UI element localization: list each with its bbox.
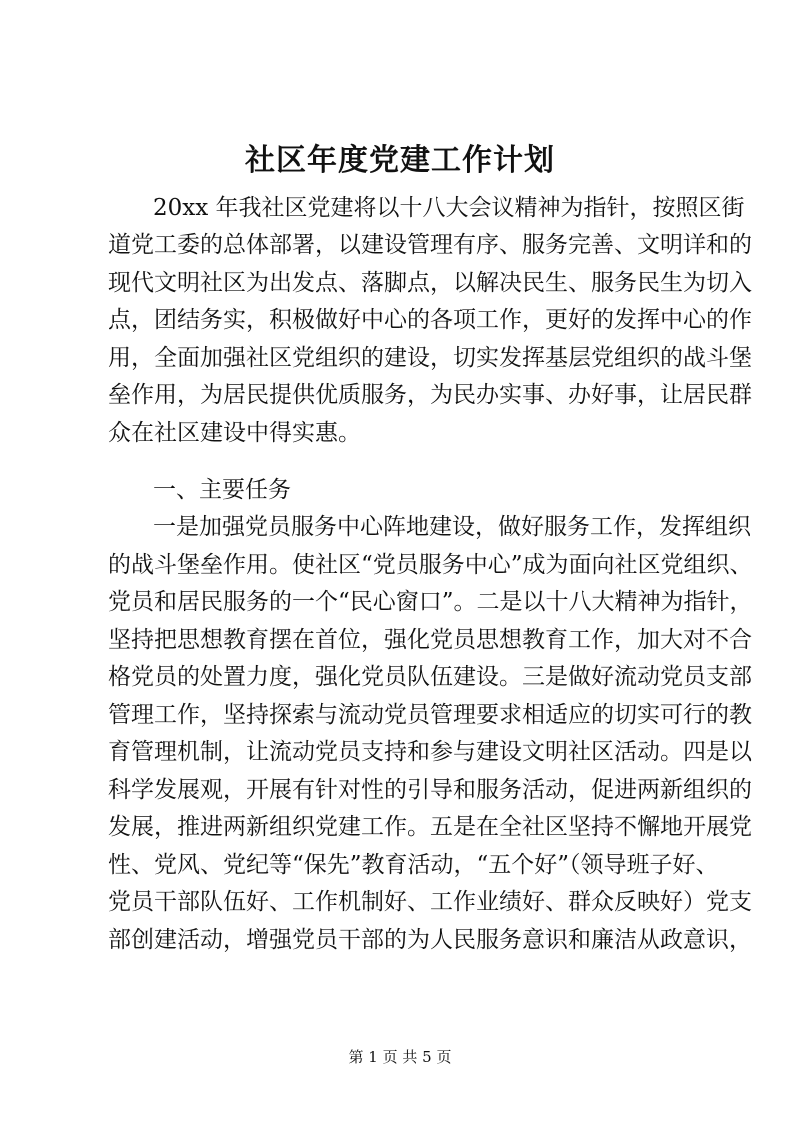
paragraph-3-line-10: 性、党风、党纪等“保先”教育活动，“五个好”（领导班子好、 [108, 852, 719, 878]
paragraph-1-line-1: 20xx 年我社区党建将以十八大会议精神为指针，按照区街 [153, 195, 745, 221]
paragraph-1-line-4: 点，团结务实，积极做好中心的各项工作，更好的发挥中心的作 [108, 307, 752, 333]
paragraph-1-line-2: 道党工委的总体部署，以建设管理有序、服务完善、文明详和的 [108, 232, 752, 258]
paragraph-3-line-6: 管理工作，坚持探索与流动党员管理要求相适应的切实可行的教 [108, 702, 752, 728]
paragraph-3-line-11: 党员干部队伍好、工作机制好、工作业绩好、群众反映好）党支 [108, 889, 752, 915]
paragraph-3-line-12: 部创建活动，增强党员干部的为人民服务意识和廉洁从政意识， [108, 927, 752, 953]
paragraph-3-line-5: 格党员的处置力度，强化党员队伍建设。三是做好流动党员支部 [108, 664, 752, 690]
section-heading: 一、主要任务 [153, 477, 291, 503]
paragraph-3-line-1: 一是加强党员服务中心阵地建设，做好服务工作，发挥组织 [153, 514, 751, 540]
paragraph-1-line-7: 众在社区建设中得实惠。 [108, 420, 361, 446]
document-title: 社区年度党建工作计划 [245, 143, 555, 178]
paragraph-1-line-6: 垒作用，为居民提供优质服务，为民办实事、办好事，让居民群 [108, 382, 752, 408]
paragraph-3-line-3: 党员和居民服务的一个“民心窗口”。二是以十八大精神为指针， [108, 589, 753, 615]
paragraph-3-line-9: 发展，推进两新组织党建工作。五是在全社区坚持不懈地开展党 [108, 814, 752, 840]
page-footer: 第 1 页 共 5 页 [348, 1048, 452, 1066]
paragraph-3-line-4: 坚持把思想教育摆在首位，强化党员思想教育工作，加大对不合 [108, 627, 752, 653]
paragraph-3-line-8: 科学发展观，开展有针对性的引导和服务活动，促进两新组织的 [108, 777, 752, 803]
paragraph-3-line-7: 育管理机制，让流动党员支持和参与建设文明社区活动。四是以 [108, 739, 752, 765]
paragraph-1-line-3: 现代文明社区为出发点、落脚点，以解决民生、服务民生为切入 [108, 270, 752, 296]
paragraph-3-line-2: 的战斗堡垒作用。使社区“党员服务中心”成为面向社区党组织、 [108, 552, 753, 578]
paragraph-1-line-5: 用，全面加强社区党组织的建设，切实发挥基层党组织的战斗堡 [108, 345, 752, 371]
